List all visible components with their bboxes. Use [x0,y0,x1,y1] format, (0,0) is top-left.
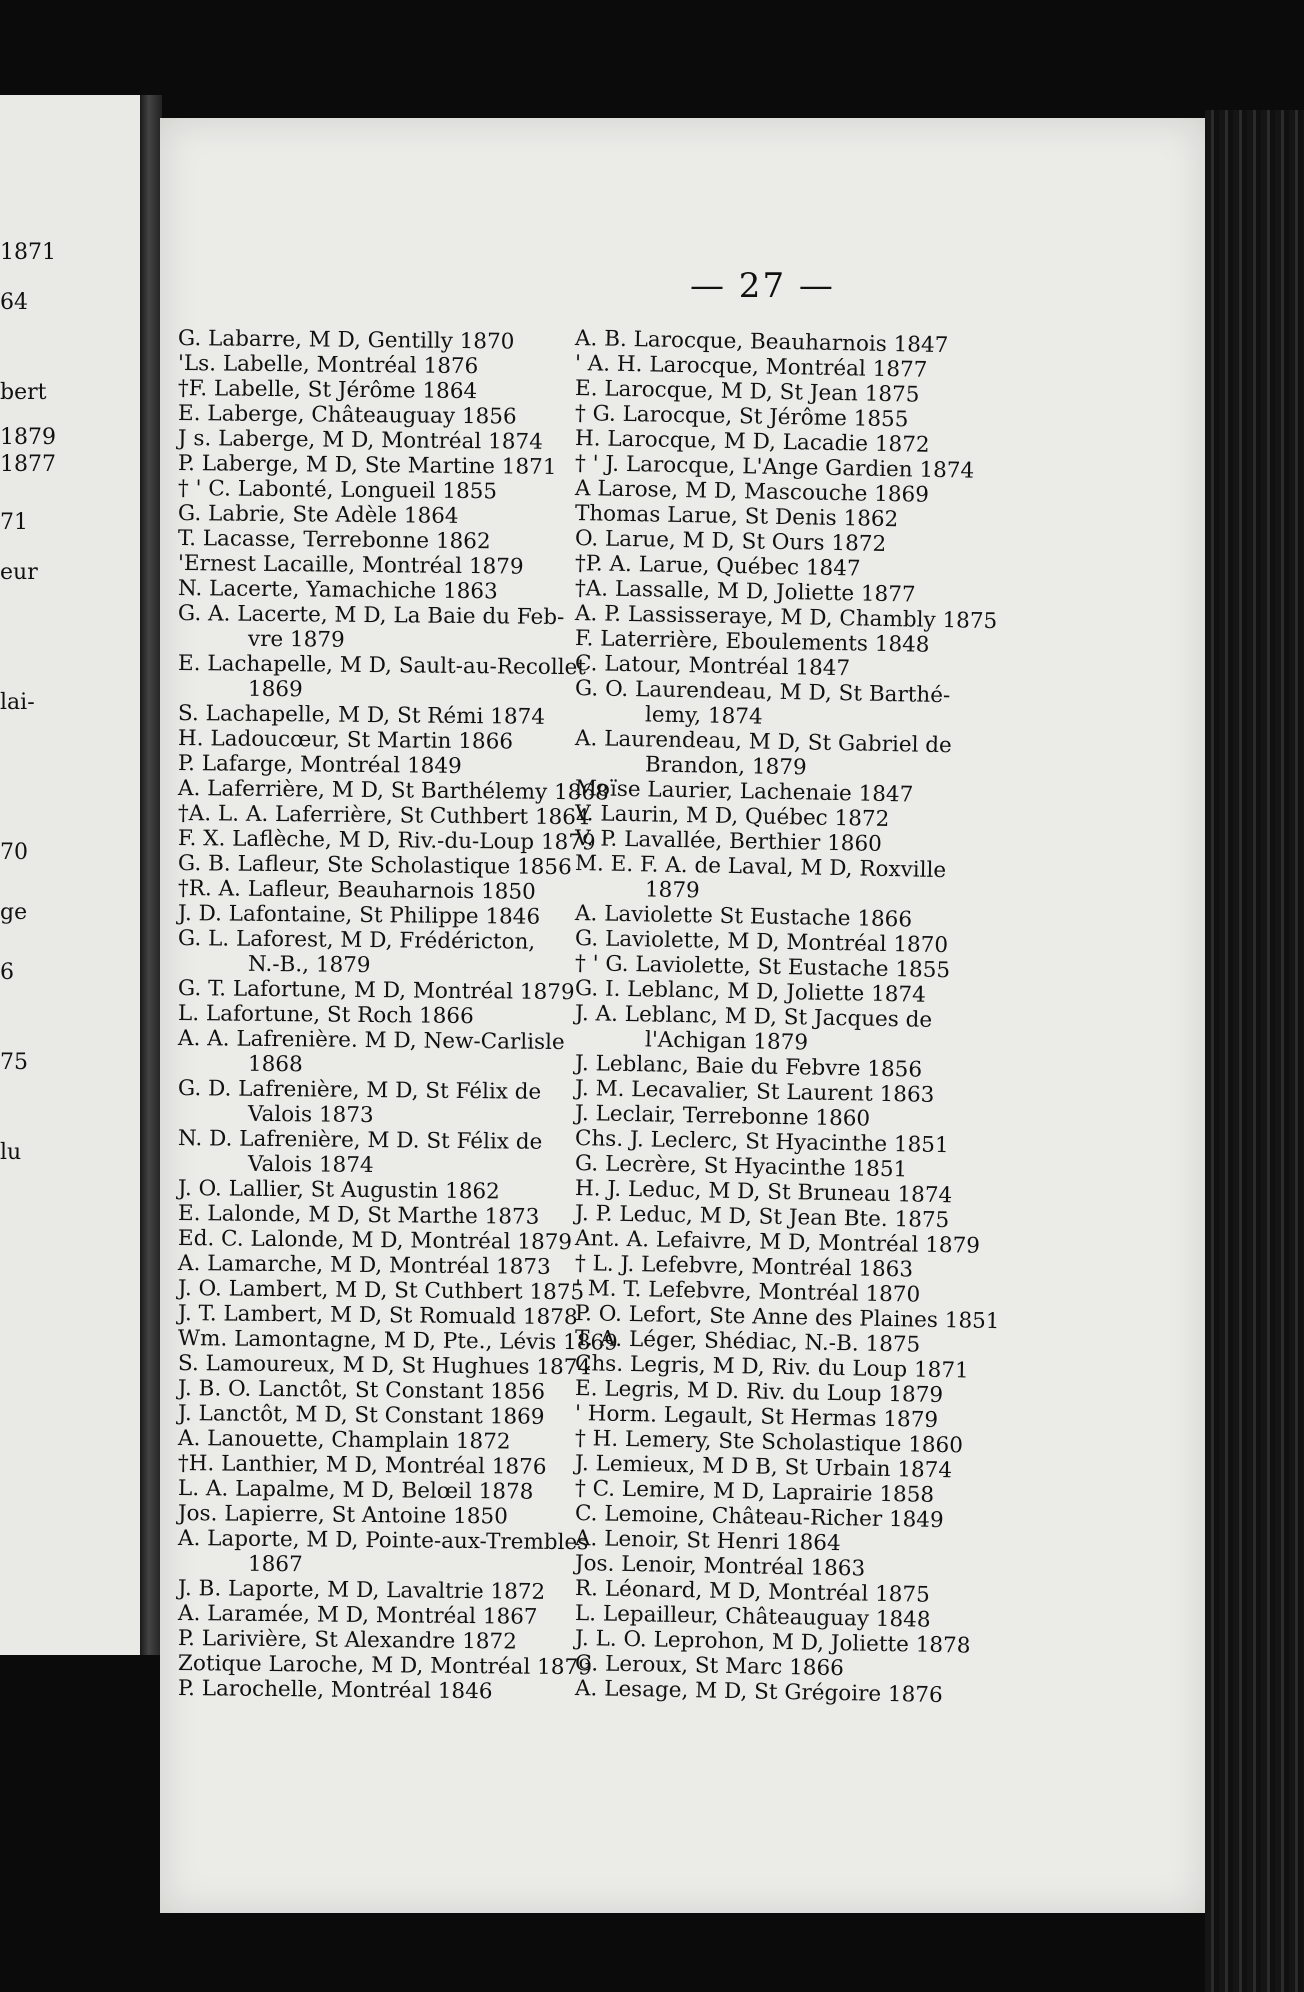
previous-page-text-fragment: lu [0,1140,22,1165]
directory-entry: G. Labarre, M D, Gentilly 1870 [177,326,515,355]
directory-entry: P. Larivière, St Alexandre 1872 [177,1626,518,1655]
directory-entry: A. Lenoir, St Henri 1864 [574,1526,841,1557]
previous-page-fragment [0,95,153,1655]
directory-entry: 1867 [247,1551,303,1578]
directory-entry: E. Larocque, M D, St Jean 1875 [574,376,920,408]
directory-entry: P. Lafarge, Montréal 1849 [177,751,462,779]
directory-entry: † L. J. Lefebvre, Montréal 1863 [574,1251,914,1283]
directory-entry: A. P. Lassisseraye, M D, Chambly 1875 [574,601,998,635]
directory-entry: J s. Laberge, M D, Montréal 1874 [177,426,543,455]
directory-entry: 1868 [247,1051,303,1078]
book-gutter [140,95,162,1655]
directory-entry: † G. Larocque, St Jérôme 1855 [574,401,909,433]
directory-entry: E. Lachapelle, M D, Sault-au-Recollet [177,651,587,681]
directory-entry: ' A. H. Larocque, Montréal 1877 [574,351,928,383]
directory-entry: A. A. Lafrenière. M D, New-Carlisle [177,1026,565,1056]
directory-entry: † ' J. Larocque, L'Ange Gardien 1874 [574,451,975,484]
directory-entry: l'Achigan 1879 [644,1027,809,1056]
previous-page-text-fragment: lai- [0,690,35,715]
directory-entry: A. Laviolette St Eustache 1866 [574,901,913,933]
directory-entry: G. T. Lafortune, M D, Montréal 1879 [177,976,575,1006]
directory-entry: J. A. Leblanc, M D, St Jacques de [574,1001,933,1033]
directory-entry: G. B. Lafleur, Ste Scholastique 1856 [177,851,572,881]
previous-page-text-fragment: eur [0,560,38,585]
directory-entry: A. Lesage, M D, St Grégoire 1876 [574,1676,943,1709]
directory-entry: P. O. Lefort, Ste Anne des Plaines 1851 [574,1301,1000,1335]
directory-entry: G. O. Laurendeau, M D, St Barthé- [574,676,951,709]
directory-entry: H. J. Leduc, M D, St Bruneau 1874 [574,1176,953,1209]
left-column [177,326,618,1705]
directory-entry: A. Laurendeau, M D, St Gabriel de [574,726,952,759]
directory-entry: Wm. Lamontagne, M D, Pte., Lévis 1869 [177,1326,618,1356]
directory-entry: G. I. Leblanc, M D, Joliette 1874 [574,976,927,1008]
directory-entry: J. B. O. Lanctôt, St Constant 1856 [177,1376,546,1405]
previous-page-text-fragment: 71 [0,510,28,535]
directory-entry: 'Ernest Lacaille, Montréal 1879 [177,551,524,580]
right-column [574,326,1135,1709]
directory-entry: A Larose, M D, Mascouche 1869 [574,476,930,508]
directory-entry: A. Laramée, M D, Montréal 1867 [177,1601,538,1630]
directory-entry: L. A. Lapalme, M D, Belœil 1878 [177,1476,534,1505]
directory-entry: 'Ls. Labelle, Montréal 1876 [177,351,479,380]
directory-entry: Valois 1873 [247,1101,374,1129]
directory-entry: M. E. F. A. de Laval, M D, Roxville [574,851,947,884]
directory-entry: G. Leroux, St Marc 1866 [574,1651,845,1682]
directory-entry: †P. A. Larue, Québec 1847 [574,551,861,582]
directory-entry: T. Lacasse, Terrebonne 1862 [177,526,491,555]
directory-entry: G. L. Laforest, M D, Frédéricton, [177,926,536,955]
previous-page-text-fragment: bert [0,380,47,405]
previous-page-text-fragment: 1877 [0,452,56,477]
previous-page-text-fragment: 1879 [0,425,56,450]
directory-entry: ' M. T. Lefebvre, Montréal 1870 [574,1276,921,1308]
directory-entry: J. B. Laporte, M D, Lavaltrie 1872 [177,1576,546,1605]
directory-entry: 1869 [247,676,303,703]
directory-entry: F. X. Laflèche, M D, Riv.-du-Loup 1879 [177,826,596,856]
directory-entry: A. Laporte, M D, Pointe-aux-Trembles [177,1526,589,1556]
directory-entry: †R. A. Lafleur, Beauharnois 1850 [177,876,536,905]
directory-entry: lemy, 1874 [644,702,763,730]
directory-entry: N. D. Lafrenière, M D. St Félix de [177,1126,543,1155]
previous-page-text-fragment: 64 [0,290,28,315]
directory-entry: N. Lacerte, Yamachiche 1863 [177,576,498,605]
directory-entry: Thomas Larue, St Denis 1862 [574,501,899,533]
directory-entry: J. L. O. Leprohon, M D, Joliette 1878 [574,1626,971,1659]
directory-entry: † ' C. Labonté, Longueil 1855 [177,476,498,505]
directory-entry: J. Leblanc, Baie du Febvre 1856 [574,1051,923,1083]
directory-entry: G. Labrie, Ste Adèle 1864 [177,501,459,529]
directory-entry: J. Lemieux, M D B, St Urbain 1874 [574,1451,953,1484]
directory-entry: ' Horm. Legault, St Hermas 1879 [574,1401,939,1433]
directory-entry: L. Lafortune, St Roch 1866 [177,1001,474,1030]
directory-entry: C. Latour, Montréal 1847 [574,651,851,682]
page [160,118,1205,1913]
directory-entry: J. P. Leduc, M D, St Jean Bte. 1875 [574,1201,950,1234]
directory-entry: G. A. Lacerte, M D, La Baie du Feb- [177,601,565,631]
directory-entry: H. Larocque, M D, Lacadie 1872 [574,426,930,458]
directory-entry: A. Lanouette, Champlain 1872 [177,1426,511,1455]
directory-entry: †F. Labelle, St Jérôme 1864 [177,376,478,405]
directory-entry: J. O. Lambert, M D, St Cuthbert 1875 [177,1276,585,1306]
directory-entry: † H. Lemery, Ste Scholastique 1860 [574,1426,964,1459]
previous-page-text-fragment: 75 [0,1050,28,1075]
page-number: — 27 — [690,266,835,306]
previous-page-text-fragment: 6 [0,960,14,985]
page-stack-edge [1205,110,1304,1992]
directory-entry: T. A. Léger, Shédiac, N.-B. 1875 [574,1326,921,1358]
directory-entry: Brandon, 1879 [644,752,807,781]
directory-entry: Chs. Legris, M D, Riv. du Loup 1871 [574,1351,969,1384]
directory-entry: G. Lecrère, St Hyacinthe 1851 [574,1151,908,1183]
directory-entry: † C. Lemire, M D, Laprairie 1858 [574,1476,935,1508]
directory-entry: G. Laviolette, M D, Montréal 1870 [574,926,949,959]
directory-entry: J. M. Lecavalier, St Laurent 1863 [574,1076,935,1108]
directory-entry: P. Larochelle, Montréal 1846 [177,1676,493,1705]
directory-entry: Chs. J. Leclerc, St Hyacinthe 1851 [574,1126,949,1159]
directory-entry: J. Leclair, Terrebonne 1860 [574,1101,871,1132]
directory-entry: A. B. Larocque, Beauharnois 1847 [574,326,949,359]
directory-entry: †H. Lanthier, M D, Montréal 1876 [177,1451,547,1480]
directory-entry: E. Legris, M D. Riv. du Loup 1879 [574,1376,944,1409]
directory-entry: Jos. Lapierre, St Antoine 1850 [177,1501,508,1530]
directory-entry: E. Lalonde, M D, St Marthe 1873 [177,1201,540,1230]
directory-entry: Zotique Laroche, M D, Montréal 1879 [177,1651,592,1681]
directory-entry: G. D. Lafrenière, M D, St Félix de [177,1076,542,1105]
directory-entry: J. Lanctôt, M D, St Constant 1869 [177,1401,545,1430]
directory-entry: Ed. C. Lalonde, M D, Montréal 1879 [177,1226,573,1256]
directory-entry: S. Lachapelle, M D, St Rémi 1874 [177,701,546,730]
directory-entry: N.-B., 1879 [247,951,371,979]
directory-entry: O. Larue, M D, St Ours 1872 [574,526,887,557]
directory-entry: R. Léonard, M D, Montréal 1875 [574,1576,931,1608]
directory-entry: C. Lemoine, Château-Richer 1849 [574,1501,944,1534]
directory-entry: H. Ladoucœur, St Martin 1866 [177,726,514,755]
directory-entry: V. Laurin, M D, Québec 1872 [574,801,890,833]
directory-entry: Moïse Laurier, Lachenaie 1847 [574,776,914,808]
directory-entry: J. T. Lambert, M D, St Romuald 1878 [177,1301,578,1331]
directory-entry: S. Lamoureux, M D, St Hughues 1874 [177,1351,592,1381]
directory-entry: Valois 1874 [247,1151,374,1179]
previous-page-text-fragment: ge [0,900,28,925]
directory-entry: Ant. A. Lefaivre, M D, Montréal 1879 [574,1226,981,1259]
directory-entry: F. Laterrière, Eboulements 1848 [574,626,930,658]
directory-entry: L. Lepailleur, Châteauguay 1848 [574,1601,931,1633]
directory-entry: A. Laferrière, M D, St Barthélemy 1868 [177,776,609,806]
previous-page-text-fragment: 70 [0,840,28,865]
directory-entry: † ' G. Laviolette, St Eustache 1855 [574,951,951,984]
previous-page-text-fragment: 1871 [0,240,56,265]
directory-entry: A. Lamarche, M D, Montréal 1873 [177,1251,551,1280]
directory-entry: J. O. Lallier, St Augustin 1862 [177,1176,500,1205]
directory-entry: †A. L. A. Laferrière, St Cuthbert 1864 [177,801,590,831]
directory-entry: V. P. Lavallée, Berthier 1860 [574,826,883,857]
directory-entry: †A. Lassalle, M D, Joliette 1877 [574,576,916,608]
directory-entry: E. Laberge, Châteauguay 1856 [177,401,517,430]
directory-entry: J. D. Lafontaine, St Philippe 1846 [177,901,541,930]
directory-entry: vre 1879 [247,626,345,653]
directory-entry: P. Laberge, M D, Ste Martine 1871 [177,451,557,480]
directory-entry: 1879 [644,877,700,904]
directory-entry: Jos. Lenoir, Montréal 1863 [574,1551,866,1582]
